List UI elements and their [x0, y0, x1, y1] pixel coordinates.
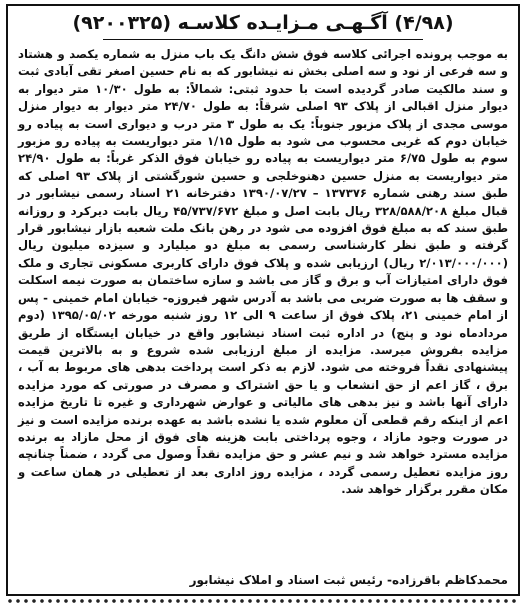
notice-body: به موجب پرونده اجرائی کلاسه فوق شش دانگ یک باب منزل به شماره یکصد و هشتاد و سه فرعی از نود و سه اصلی بخش نه نیشابور که به نام حسین اصغر تقی آبادی ثبت و سند مالکیت صادر گردیده است با حدود ثبتی: شمالاً: به طول ۱۰/۳۰ متر دیوار به دیوار منزل اقبالی از پلاک ۹۳ اصلی شرقاً: به طول ۲۴/۷۰ متر دیوار به دیوار منزل موسی مجدی از پلاک مزبور جنوباً: یک به طول ۳ متر درب و دیواری است به پیاده رو خیابان دوم که غربی محسوب می شود به طول ۱/۱۵ متر دیواریست به پیاده رو مزبور سوم به طول ۶/۷۵ متر دیواریست به پیاده رو خیابان فوق الذکر غرباً: به طول ۲۴/۹۰ متر دیواریست به منزل حسین دهنوخلجی و حسین شورگشتی از پلاک ۹۳ اصلی که طبق سند رهنی شماره ۱۳۷۳۷۶ – ۱۳۹۰/۰۷/۲۷ دفترخانه ۲۱ اسناد رسمی نیشابور در قبال مبلغ ۳۲۸/۵۸۸/۲۰۸ ریال بابت اصل و مبلغ ۴۵/۷۳۷/۶۷۲ ریال بابت دیرکرد و روزانه طبق سند که به مبلغ فوق افزوده می شود در رهن بانک ملت شعبه بازار نیشابور قرار گرفته و طبق نظر کارشناسی رسمی به مبلغ دو میلیارد و سیزده میلیون ریال (۲/۰۱۳/۰۰۰/۰۰۰ ریال) ارزیابی شده و پلاک فوق دارای کاربری مسکونی تجاری و ملک فوق دارای امتیازات آب و برق و گاز می باشد و سازه ساختمان به صورت نیمه اسکلت و سقف ها به صورت ضربی می باشد به آدرس شهر فیروزه- خیابان امام خمینی - پس از امام خمینی ۲۱، پلاک فوق از ساعت ۹ الی ۱۲ روز شنبه مورخه ۱۳۹۵/۰۵/۰۲ (دوم مردادماه نود و پنج) در اداره ثبت اسناد نیشابور واقع در خیابان ایستگاه از طریق مزایده بفروش میرسد. مزایده از مبلغ ارزیابی شده شروع و به بالاترین قیمت پیشنهادی نقداً فروخته می شود. لازم به ذکر است پرداخت بدهی های مربوط به آب ، برق ، گاز اعم از حق انشعاب و یا حق اشتراک و مصرف در صورتی که مورد مزایده دارای آنها باشد و نیز بدهی های مالیاتی و عوارض شهرداری و غیره تا تاریخ مزایده اعم از اینکه رقم قطعی آن معلوم شده یا نشده باشد به عهده برنده مزایده است و نیز در صورت وجود مازاد ، وجوه پرداختی بابت هزینه های فوق از محل مازاد به برنده مزایده مسترد خواهد شد و نیم عشر و حق مزایده نقداً وصول می گردد ، ضمناً چنانچه روز مزایده تعطیل رسمی گردد ، مزایده روز اداری بعد از تعطیلی در همان ساعت و مکان مقرر برگزار خواهد شد. — [18, 47, 509, 497]
title-underline — [103, 39, 423, 40]
decorative-border — [6, 597, 520, 605]
notice-title: (۴/۹۸) آگـهـی مـزایـده کلاسـه (۹۲۰۰۳۲۵) — [72, 12, 454, 34]
notice-signature: محمدکاظم باقرزاده- رئیس ثبت اسناد و املاک نیشابور — [189, 573, 508, 587]
notice-frame — [6, 4, 520, 596]
